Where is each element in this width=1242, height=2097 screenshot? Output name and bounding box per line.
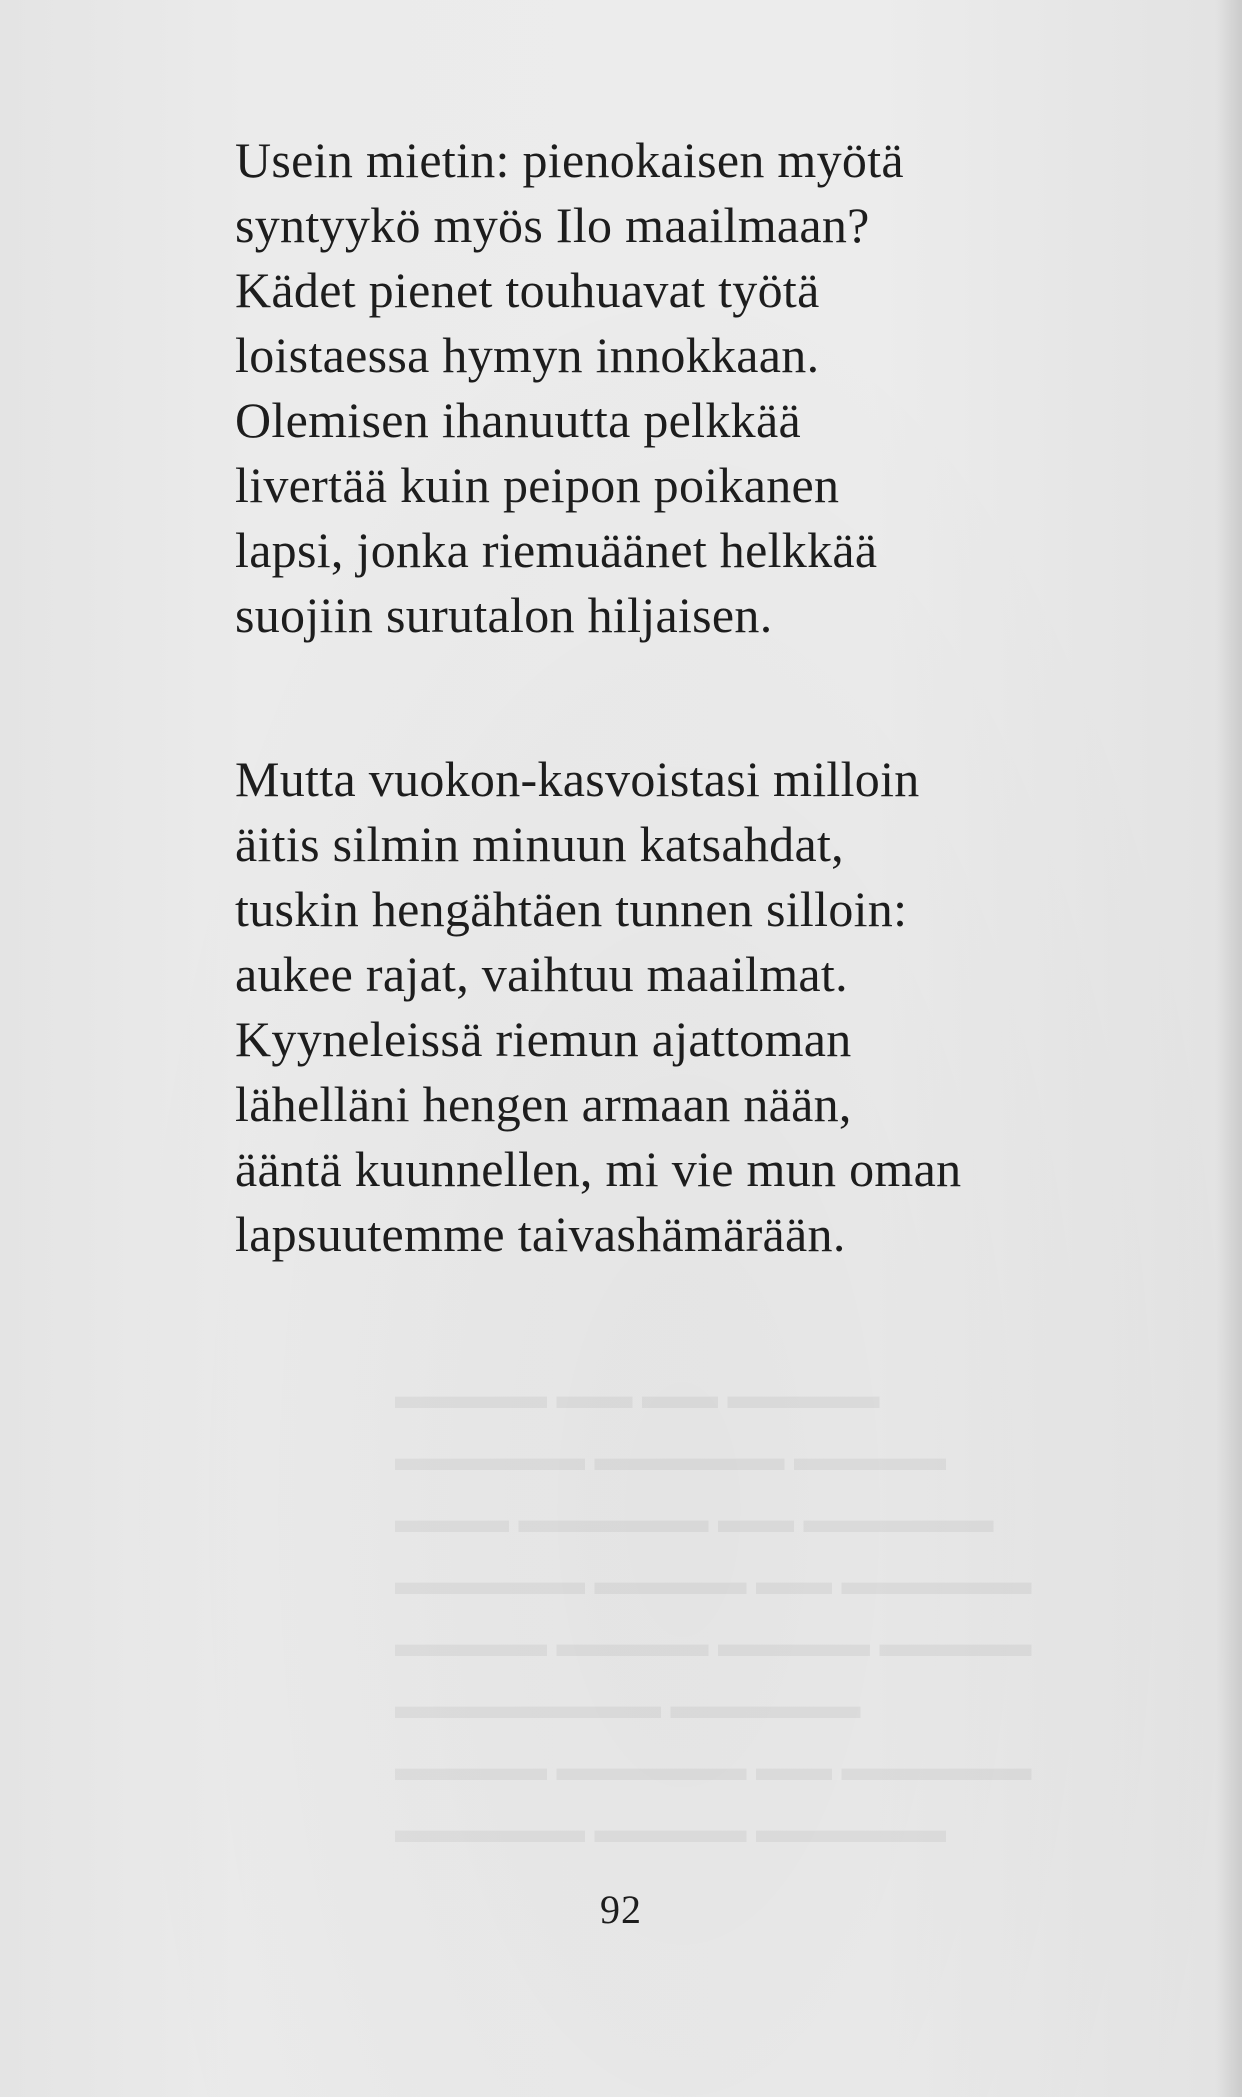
poem-line: Kädet pienet touhuavat työtä (235, 262, 820, 318)
page-edge-shadow (1216, 0, 1242, 2097)
poem-line: Usein mietin: pienokaisen myötä (235, 132, 904, 188)
page-number: 92 (600, 1887, 642, 1932)
poem-line: Olemisen ihanuutta pelkkää (235, 392, 801, 448)
poem-line: lähelläni hengen armaan nään, (235, 1076, 852, 1132)
poem-line: lapsuutemme taivashämärään. (235, 1206, 846, 1262)
poem-line: äitis silmin minuun katsahdat, (235, 816, 844, 872)
poem-line: loistaessa hymyn innokkaan. (235, 327, 820, 383)
poem-line: Mutta vuokon-kasvoistasi milloin (235, 751, 920, 807)
poem-line: lapsi, jonka riemuäänet helkkää (235, 522, 878, 578)
poem-line: aukee rajat, vaihtuu maailmat. (235, 946, 848, 1002)
show-through-texture: ▬▬▬▬ ▬▬ ▬▬ ▬▬▬▬ ▬▬▬▬ ▬▬▬▬▬ ▬▬▬▬▬ ▬▬▬▬▬ ▬▬ ▬▬▬▬▬ ▬▬▬ ▬▬▬▬▬ ▬▬ ▬▬▬▬ ▬▬▬▬▬ ▬▬▬▬ ▬▬▬▬ ▬▬▬▬ ▬▬▬▬ ▬▬▬▬▬ ▬▬▬▬▬▬▬ ▬▬▬▬▬ ▬▬ ▬▬▬▬▬ ▬▬▬▬ ▬▬▬▬▬ ▬▬▬▬ ▬▬▬▬▬ (395, 1375, 1032, 1851)
poem-line: syntyykö myös Ilo maailmaan? (235, 197, 870, 253)
poem-line: ääntä kuunnellen, mi vie mun oman (235, 1141, 962, 1197)
poem-line: suojiin surutalon hiljaisen. (235, 587, 773, 643)
poem-line: Kyyneleissä riemun ajattoman (235, 1011, 852, 1067)
poem-line: tuskin hengähtäen tunnen silloin: (235, 881, 908, 937)
poem-stanza-1 (235, 128, 1095, 648)
poem-line: livertää kuin peipon poikanen (235, 457, 840, 513)
poem-stanza-2 (235, 747, 1095, 1267)
